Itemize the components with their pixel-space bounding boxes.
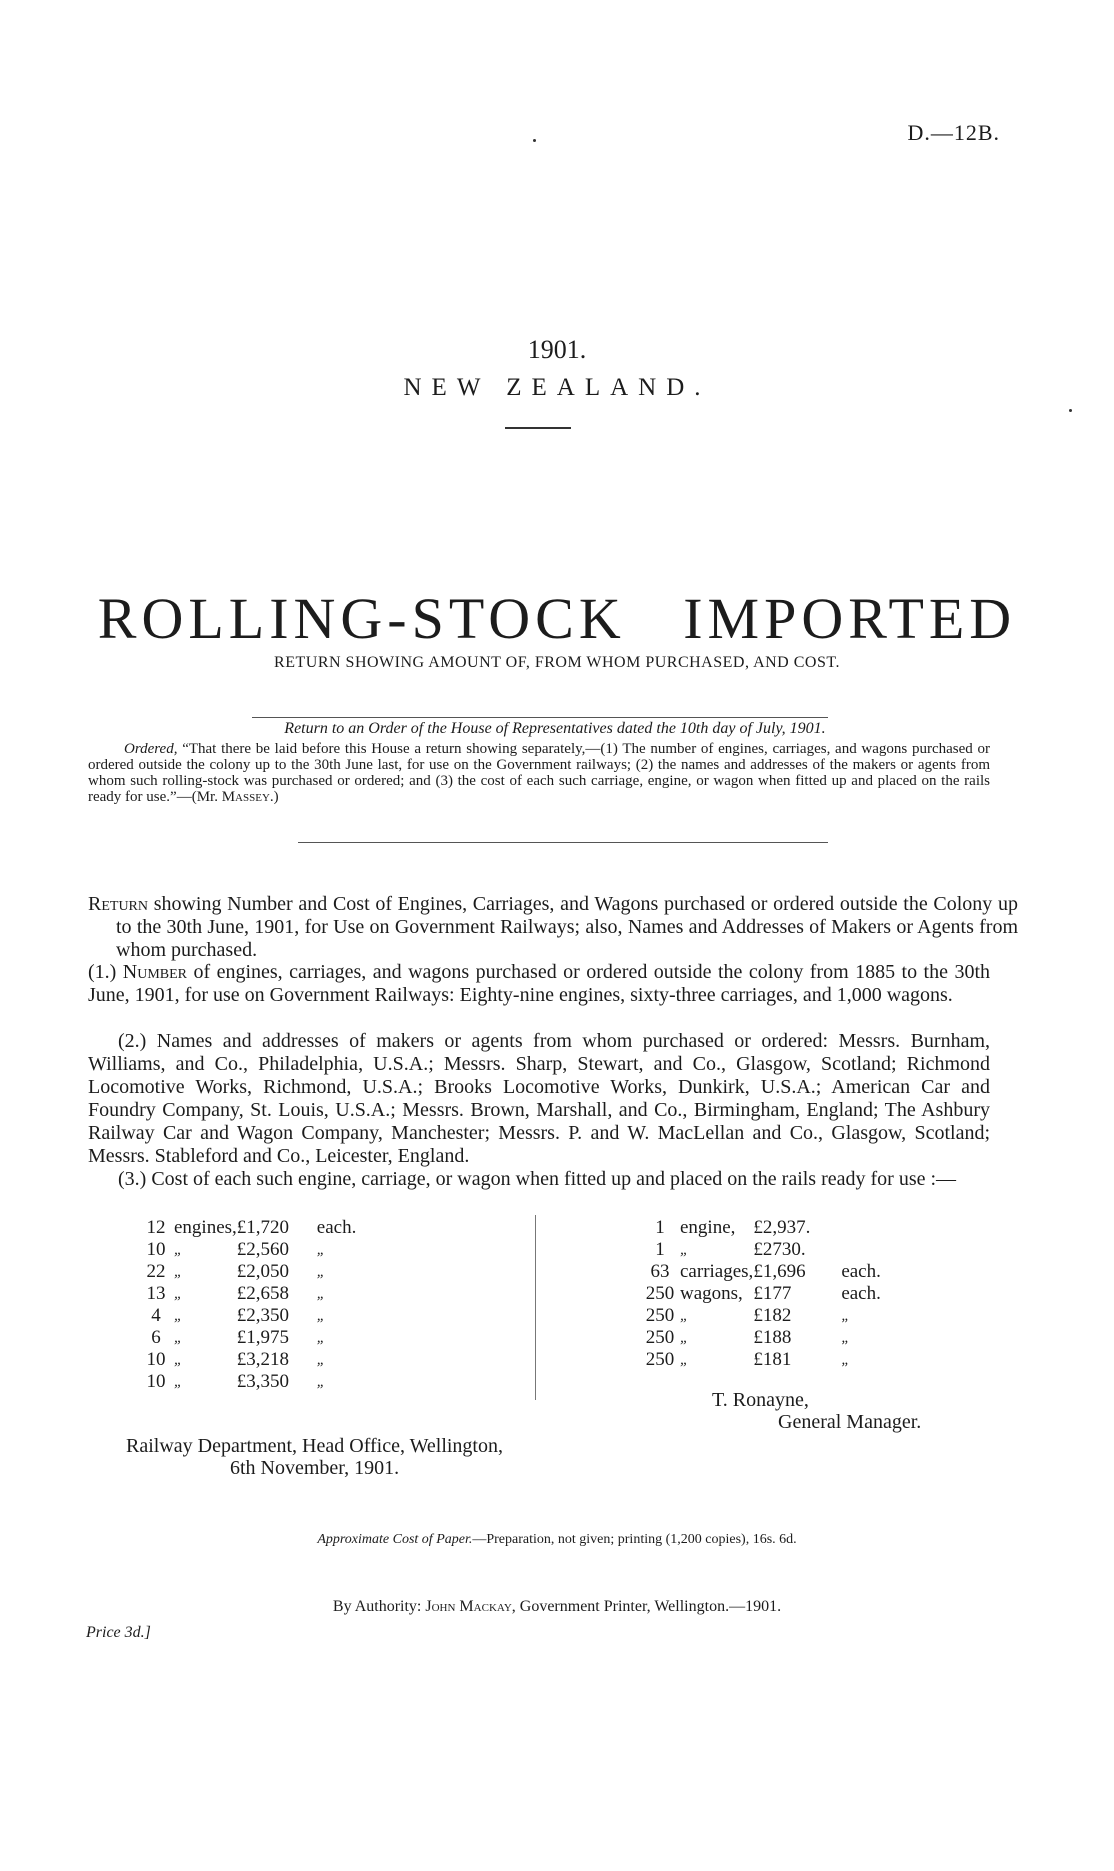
cost-qty: 4	[151, 1305, 161, 1326]
cost-each: „	[316, 1330, 326, 1346]
order-text: Ordered, “That there be laid before this House a return showing separately,—(1) The number of engines, carriages, and wagons purchased or ordered outside the colony up to the 30th June last, for use on the Government railways; (2) the names and addresses of the makers or agents from whom such rolling-stock was purchased or ordered; and (3) the cost of each such carriage, engine, or wagon when fitted up and placed on the rails ready for use.”—(Mr. Massey.)	[88, 741, 991, 805]
cost-unit: „	[680, 1308, 689, 1324]
cost-qty: 1	[655, 1217, 665, 1238]
cost-unit: „	[174, 1374, 183, 1390]
cost-unit: engine,	[680, 1217, 736, 1238]
mover-name: Massey	[221, 789, 270, 805]
cost-row	[138, 1371, 357, 1393]
return-lead: Return	[88, 893, 149, 915]
cost-unit: „	[174, 1308, 183, 1324]
cost-each: each.	[841, 1283, 881, 1304]
cost-row	[138, 1327, 357, 1349]
ordered-text: “That there be laid before this House a return showing separately,—(1) The number of engines, carriages, and wagons purchased or ordered outside the colony up to the 30th June last, for use on the Government railways; (2) the names and addresses of the makers or agents from whom such rolling-stock was purchased or ordered; and (3) the cost of each such carriage, engine, or wagon when fitted up and placed on the rails ready for use.”—(	[88, 741, 991, 805]
cost-each: „	[841, 1330, 850, 1346]
cost-price: £2,350	[236, 1305, 290, 1326]
cost-price: £181	[753, 1349, 792, 1370]
signature-title: General Manager.	[778, 1411, 922, 1433]
cost-row	[138, 1349, 357, 1371]
cost-each: „	[841, 1352, 850, 1368]
document-title: ROLLING-STOCK IMPORTED	[97, 586, 1017, 651]
cost-row	[138, 1305, 357, 1327]
cost-unit: „	[680, 1352, 689, 1368]
cost-qty: 1	[655, 1239, 665, 1260]
ordered-label: Ordered,	[124, 741, 178, 757]
cost-qty: 10	[146, 1239, 166, 1260]
cost-row	[640, 1239, 891, 1261]
cost-price: £177	[753, 1283, 792, 1304]
cost-each	[841, 1239, 891, 1261]
price-note: Price 3d.]	[86, 1624, 151, 1641]
cost-price: £188	[753, 1327, 792, 1348]
cost-unit: wagons,	[680, 1283, 743, 1304]
cost-qty: 250	[645, 1349, 675, 1370]
cost-price: £2,658	[236, 1283, 290, 1304]
printer-authority: By Authority: John Mackay, Government Printer, Wellington.—1901.	[332, 1598, 782, 1615]
cost-qty: 63	[650, 1261, 670, 1282]
cost-unit: „	[174, 1286, 183, 1302]
cost-qty: 13	[146, 1283, 166, 1304]
order-top-rule	[252, 717, 828, 718]
cost-each: „	[841, 1308, 850, 1324]
cost-unit: „	[174, 1352, 183, 1368]
cost-price: £2730.	[753, 1239, 806, 1260]
cost-qty: 10	[146, 1349, 166, 1370]
cost-qty: 250	[645, 1327, 675, 1348]
country-heading: NEW ZEALAND.	[403, 374, 711, 401]
cost-row	[138, 1261, 357, 1283]
costs-table-left	[138, 1217, 357, 1393]
cost-unit: „	[680, 1330, 689, 1346]
printer-name: John Mackay	[425, 1598, 512, 1615]
cost-row	[138, 1283, 357, 1305]
cost-each: each.	[316, 1217, 357, 1238]
order-bottom-rule	[298, 842, 828, 843]
item-2: (2.) Names and addresses of makers or agents from whom purchased or ordered: Messrs. Burnham, Williams, and Co., Philadelphia, U.S.A.; Messrs. Sharp, Stewart, and Co., Glasgow, Scotland; Richmond Locomotive Works, Richmond, U.S.A.; Brooks Locomotive Works, Dunkirk, U.S.A.; American Car and Foundry Company, St. Louis, U.S.A.; Messrs. Brown, Marshall, and Co., Birmingham, England; The Ashbury Railway Car and Wagon Company, Manchester; Messrs. P. and W. MacLellan and Co., Glasgow, Scotland; Messrs. Stableford and Co., Leicester, England.	[88, 1030, 990, 1167]
cost-row	[640, 1217, 891, 1239]
cost-price: £3,218	[236, 1349, 290, 1370]
cost-each: each.	[841, 1261, 881, 1282]
cost-price: £1,975	[236, 1327, 290, 1348]
cost-qty: 6	[151, 1327, 161, 1348]
cost-qty: 250	[645, 1305, 675, 1326]
cost-price: £2,560	[236, 1239, 290, 1260]
cost-price: £2,937.	[753, 1217, 811, 1238]
cost-price: £182	[753, 1305, 792, 1326]
cost-row	[640, 1283, 891, 1305]
cost-price: £1,720	[236, 1217, 290, 1238]
cost-row	[138, 1217, 357, 1239]
cost-of-paper: Approximate Cost of Paper.—Preparation, not given; printing (1,200 copies), 16s. 6d.	[317, 1532, 797, 1547]
cost-each	[841, 1217, 891, 1239]
cost-price: £3,350	[236, 1371, 290, 1392]
page-reference: D.—12B.	[907, 120, 1000, 145]
cost-qty: 250	[645, 1283, 675, 1304]
item-1: (1.) Number of engines, carriages, and wagons purchased or ordered outside the colony from 1885 to the 30th June, 1901, for use on Government Railways: Eighty-nine engines, sixty-three carriages, and 1,000 wagons.	[88, 961, 990, 1006]
document-subtitle: RETURN SHOWING AMOUNT OF, FROM WHOM PURCHASED, AND COST.	[274, 654, 840, 671]
cost-qty: 12	[146, 1217, 166, 1238]
stray-mark	[1069, 409, 1072, 412]
cost-unit: „	[174, 1330, 183, 1346]
cost-unit: carriages,	[680, 1261, 754, 1282]
cost-price: £2,050	[236, 1261, 290, 1282]
cost-price: £1,696	[753, 1261, 806, 1282]
column-divider	[535, 1215, 536, 1400]
dateline-date: 6th November, 1901.	[230, 1457, 400, 1479]
dateline-place: Railway Department, Head Office, Wellington,	[126, 1435, 503, 1457]
cost-unit: „	[680, 1242, 689, 1258]
cost-row	[640, 1261, 891, 1283]
order-heading: Return to an Order of the House of Representatives dated the 10th day of July, 1901.	[284, 720, 826, 737]
signature-name: T. Ronayne,	[712, 1389, 809, 1411]
cost-each: „	[316, 1286, 326, 1302]
return-statement: Return showing Number and Cost of Engines, Carriages, and Wagons purchased or ordered outside the Colony up to the 30th June, 1901, for Use on Government Railways; also, Names and Addresses of Makers or Agents from whom purchased.	[88, 893, 1018, 961]
cost-each: „	[316, 1352, 326, 1368]
cost-of-paper-label: Approximate Cost of Paper.	[317, 1532, 473, 1547]
cost-each: „	[316, 1264, 326, 1280]
cost-qty: 22	[146, 1261, 166, 1282]
cost-each: „	[316, 1242, 326, 1258]
item-3: (3.) Cost of each such engine, carriage, or wagon when fitted up and placed on the rails ready for use :—	[118, 1168, 957, 1190]
cost-row	[640, 1305, 891, 1327]
cost-qty: 10	[146, 1371, 166, 1392]
item-1-lead: Number	[122, 961, 188, 983]
cost-row	[640, 1349, 891, 1371]
cost-each: „	[316, 1308, 326, 1324]
cost-each: „	[316, 1374, 326, 1390]
costs-table-right	[640, 1217, 891, 1371]
cost-unit: „	[174, 1242, 183, 1258]
masthead-divider	[505, 427, 571, 429]
document-year: 1901.	[527, 335, 587, 364]
cost-row	[138, 1239, 357, 1261]
cost-unit: „	[174, 1264, 183, 1280]
cost-row	[640, 1327, 891, 1349]
cost-unit: engines,	[174, 1217, 237, 1238]
